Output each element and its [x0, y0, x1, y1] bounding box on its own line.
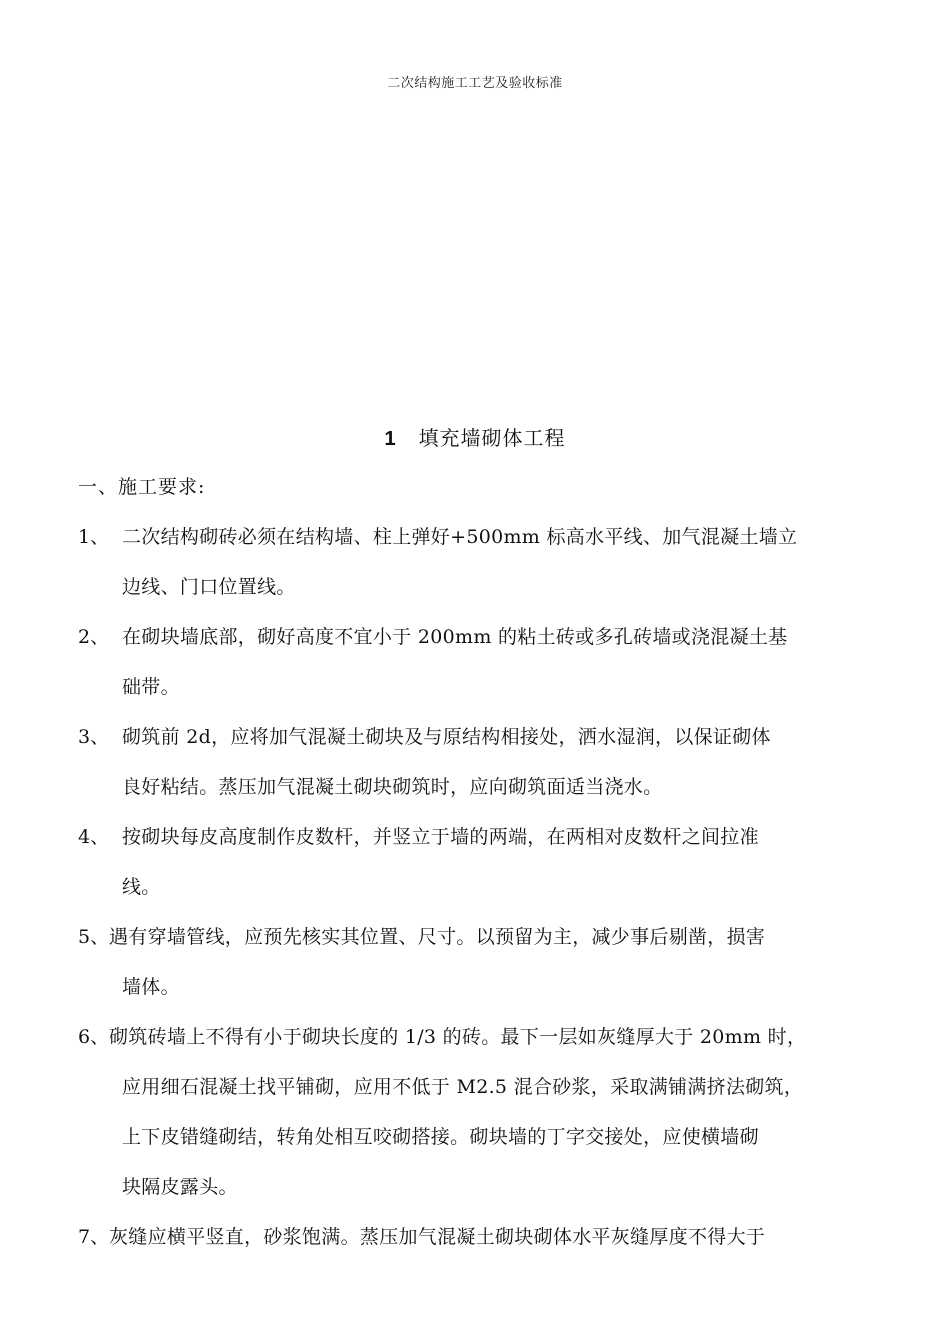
section-title: [0, 422, 950, 451]
item-4-line-1: 按砌块每皮高度制作皮数杆，并竖立于墙的两端，在两相对皮数杆之间拉准: [122, 826, 759, 848]
running-header: 二次结构施工工艺及验收标准: [387, 76, 563, 91]
item-7-line-1: 灰缝应横平竖直，砂浆饱满。蒸压加气混凝土砌块砌体水平灰缝厚度不得大于: [109, 1226, 766, 1248]
item-6-line-4: 块隔皮露头。: [122, 1176, 238, 1198]
item-4-number: 4、: [78, 826, 110, 848]
item-3-line-1: 砌筑前 2d，应将加气混凝土砌块及与原结构相接处，洒水湿润，以保证砌体: [122, 726, 771, 748]
item-6-line-1: 砌筑砖墙上不得有小于砌块长度的 1/3 的砖。最下一层如灰缝厚大于 20mm 时，: [109, 1026, 807, 1048]
item-1-line-2: 边线、门口位置线。: [122, 576, 296, 598]
section-title-text: 填充墙砌体工程: [418, 426, 566, 450]
item-6-line-3: 上下皮错缝砌结，转角处相互咬砌搭接。砌块墙的丁字交接处，应使横墙砌: [122, 1126, 759, 1148]
item-2-line-1: 在砌块墙底部，砌好高度不宜小于 200mm 的粘土砖或多孔砖墙或浇混凝土基: [122, 626, 788, 648]
item-3-line-2: 良好粘结。蒸压加气混凝土砌块砌筑时，应向砌筑面适当浇水。: [122, 776, 663, 798]
item-5-number: 5、: [78, 926, 110, 948]
item-2-number: 2、: [78, 626, 110, 648]
item-5-line-1: 遇有穿墙管线，应预先核实其位置、尺寸。以预留为主，减少事后剔凿，损害: [109, 926, 766, 948]
section-number: 1: [384, 428, 397, 450]
item-1-line-1: 二次结构砌砖必须在结构墙、柱上弹好+500mm 标高水平线、加气混凝土墙立: [122, 526, 798, 548]
item-5-line-2: 墙体。: [122, 976, 180, 998]
item-3-number: 3、: [78, 726, 110, 748]
item-7-number: 7、: [78, 1226, 110, 1248]
item-1-number: 1、: [78, 526, 110, 548]
subheading: 一、施工要求:: [78, 476, 206, 498]
item-4-line-2: 线。: [122, 876, 161, 898]
item-6-line-2: 应用细石混凝土找平铺砌，应用不低于 M2.5 混合砂浆，采取满铺满挤法砌筑，: [122, 1076, 804, 1098]
item-6-number: 6、: [78, 1026, 110, 1048]
item-2-line-2: 础带。: [122, 676, 180, 698]
